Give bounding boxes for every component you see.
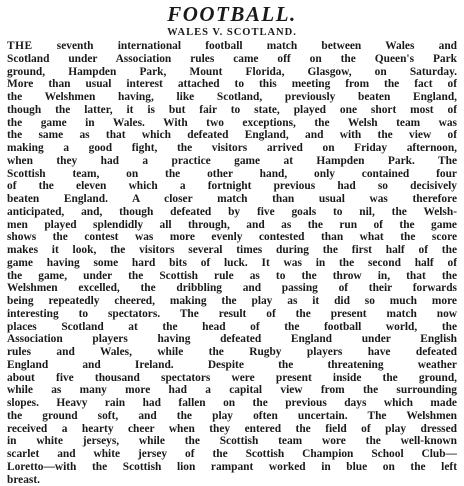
article-line: in white jerseys, while the Scottish team wore the well-known <box>7 435 457 448</box>
article-line: when they had a practice game at Hampden Park. The <box>7 155 457 168</box>
article-line: the Welshmen having, like Scotland, previously beaten England, <box>7 91 457 104</box>
article-line: More than usual interest attached to this meeting from the fact of <box>7 78 457 91</box>
article-line: England and Ireland. Despite the threatening weather <box>7 359 457 372</box>
article-headline: FOOTBALL. <box>7 2 457 26</box>
article-line: beaten England. A closer match than usual was therefore <box>7 193 457 206</box>
article-line: game having some hard bits of luck. It was in the second half of <box>7 257 457 270</box>
article-line: breast. <box>7 474 457 486</box>
article-line: interesting to spectators. The result of the present match now <box>7 308 457 321</box>
article-line: of the eleven which a fortnight previous had so decisively <box>7 180 457 193</box>
article-line: makes it look, the visitors several times during the first half of the <box>7 244 457 257</box>
article-line: men played splendidly all through, and as the run of the game <box>7 219 457 232</box>
article-line: anticipated, and, though defeated by five goals to nil, the Welsh- <box>7 206 457 219</box>
article-line: being repeatedly cheered, making the play as it did so much more <box>7 295 457 308</box>
article-line: Scotland under Association rules came off on the Queen's Park <box>7 53 457 66</box>
article-line-text: seventh international football match between Wales and <box>33 40 457 52</box>
article-line: Scottish team, on the other hand, only contained four <box>7 168 457 181</box>
article-line: Welshmen excelled, the dribbling and passing of their forwards <box>7 282 457 295</box>
article-line: ground, Hampden Park, Mount Florida, Glasgow, on Saturday. <box>7 66 457 79</box>
article-subheading: WALES V. SCOTLAND. <box>7 26 457 40</box>
article-line: places Scotland at the head of the football world, the <box>7 321 457 334</box>
article-line: the game, under the Scottish rule as to the throw in, that the <box>7 270 457 283</box>
article-line: rules and Wales, while the Rugby players have defeated <box>7 346 457 359</box>
article-line: making a good fight, the visitors arrived on Friday afternoon, <box>7 142 457 155</box>
article-line: the ground soft, and the play often uncertain. The Welshmen <box>7 410 457 423</box>
article-line: shows the contest was more evenly contested than what the score <box>7 231 457 244</box>
article-line: Loretto—with the Scottish lion rampant worked in blue on the left <box>7 461 457 474</box>
article-line: slopes. Heavy rain had fallen on the previous days which made <box>7 397 457 410</box>
article-line <box>7 40 457 53</box>
article-line: the game in Wales. With two exceptions, the Welsh team was <box>7 117 457 130</box>
article-lead-word: THE <box>7 40 33 52</box>
article-body <box>7 40 457 486</box>
article-line: about five thousand spectators were present inside the ground, <box>7 372 457 385</box>
article-line: though the latter, it is but fair to state, played one short most of <box>7 104 457 117</box>
article-line: scarlet and white jersey of the Scottish Champion School Club— <box>7 448 457 461</box>
article-line: while as many more had a capital view from the surrounding <box>7 384 457 397</box>
article-line: the same as that which defeated England, and with the view of <box>7 129 457 142</box>
article-line: Association players having defeated England under English <box>7 333 457 346</box>
article-line: received a hearty cheer when they entered the field of play dressed <box>7 423 457 436</box>
